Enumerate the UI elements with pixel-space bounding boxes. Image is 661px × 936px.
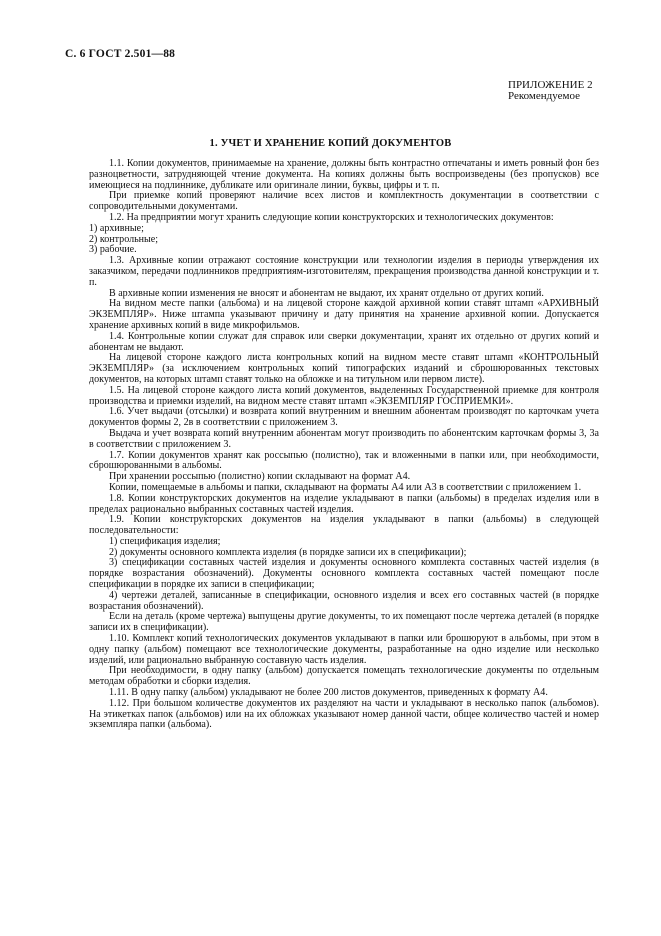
paragraph: При необходимости, в одну папку (альбом) допускается помещать технологические документы по отдельным методам обработки и сборки изделия. xyxy=(89,665,599,688)
paragraph: При приемке копий проверяют наличие всех листов и комплектность документации в соответствии с сопроводительными документами. xyxy=(89,190,599,213)
paragraph: 1.6. Учет выдачи (отсылки) и возврата копий внутренним и внешним абонентам производят по карточкам учета документов формы 2, 2в в соответствии с приложением 3. xyxy=(89,406,599,429)
document-body xyxy=(89,159,599,731)
appendix-status: Рекомендуемое xyxy=(508,90,580,102)
list-item: 2) контрольные; xyxy=(89,233,159,245)
paragraph: На лицевой стороне каждого листа контрольных копий на видном месте ставят штамп «КОНТРОЛЬНЫЙ ЭКЗЕМПЛЯР» (за исключением контрольных копий типографских изданий и сброшюрованных текстовых документов, на которых штамп ставят только на обложке и на титульном или первом листе). xyxy=(89,352,599,385)
paragraph: 1.12. При большом количестве документов их разделяют на части и укладывают в несколько папок (альбомов). На этикетках папок (альбомов) или на их обложках указывают номер данной части, общее количество частей и номер экземпляра папки (альбома). xyxy=(89,697,599,731)
paragraph: 1.4. Контрольные копии служат для справок или сверки документации, хранят их отдельно от других копий и абонентам не выдают. xyxy=(89,330,599,353)
list-item: 3) рабочие. xyxy=(89,244,137,256)
paragraph: 1.11. В одну папку (альбом) укладывают не более 200 листов документов, приведенных к формату А4. xyxy=(109,687,548,699)
paragraph: 1.10. Комплект копий технологических документов укладывают в папки или брошюруют в альбомы, при этом в одну папку (альбом) помещают все технологические документы, разработанные на одно изделие или несколько изделий, или рационально выбранную составную часть изделия. xyxy=(89,633,599,666)
paragraph: 1) спецификация изделия; xyxy=(109,535,221,547)
section-title: 1. УЧЕТ И ХРАНЕНИЕ КОПИЙ ДОКУМЕНТОВ xyxy=(209,138,452,149)
paragraph: При хранении россыпью (полистно) копии складывают на формат А4. xyxy=(109,471,411,483)
paragraph: В архивные копии изменения не вносят и абонентам не выдают, их хранят отдельно от других копий. xyxy=(109,287,544,299)
paragraph: 3) спецификации составных частей изделия и документы основного комплекта составных частей изделия (в порядке возрастания обозначений). Документы основного комплекта составных частей помещают после спецификации в порядке их записи в спецификации; xyxy=(89,557,599,591)
paragraph: 1.2. На предприятии могут хранить следующие копии конструкторских и технологических документов: xyxy=(109,211,554,223)
paragraph: 2) документы основного комплекта изделия (в порядке записи их в спецификации); xyxy=(109,546,467,558)
paragraph: 1.8. Копии конструкторских документов на изделие укладывают в папки (альбомы) в пределах изделия или в пределах рационально выбранных составных частей изделия. xyxy=(89,492,599,515)
paragraph: Копии, помещаемые в альбомы и папки, складывают на форматы А4 или А3 в соответствии с приложением 1. xyxy=(109,481,582,493)
paragraph: 1.9. Копии конструкторских документов на изделия укладывают в папки (альбомы) в следующей последовательности: xyxy=(89,514,599,537)
paragraph: 1.1. Копии документов, принимаемые на хранение, должны быть контрастно отпечатаны и иметь ровный фон без разноцветности, затрудняющей чтение документа. На копиях должны быть воспроизведены (без пропусков) все имеющиеся на подлиннике, дубликате или оригинале линии, буквы, цифры и т. п. xyxy=(89,158,599,191)
paragraph: Выдача и учет возврата копий внутренним абонентам могут производить по абонентским карточкам формы 3, 3а в соответствии с приложением 3. xyxy=(89,427,599,450)
appendix-label: ПРИЛОЖЕНИЕ 2 xyxy=(508,79,593,91)
paragraph: На видном месте папки (альбома) и на лицевой стороне каждой архивной копии ставят штамп «АРХИВНЫЙ ЭКЗЕМПЛЯР». Ниже штампа указывают причину и дату принятия на хранение архивной копии. Допускается хранение архивных копий в виде микрофильмов. xyxy=(89,298,599,331)
paragraph: 1.7. Копии документов хранят как россыпью (полистно), так и вложенными в папки или, при необходимости, сброшюрованными в альбомы. xyxy=(89,449,599,472)
paragraph: Если на деталь (кроме чертежа) выпущены другие документы, то их помещают после чертежа деталей (в порядке записи их в спецификации). xyxy=(89,611,599,634)
paragraph: 1.3. Архивные копии отражают состояние конструкции или технологии изделия в периоды утверждения их заказчиком, передачи подлинников предприятиям-изготовителям, прекращения производства данной конструкции и т. п. xyxy=(89,255,599,288)
list-item: 1) архивные; xyxy=(89,222,144,234)
page-header: С. 6 ГОСТ 2.501—88 xyxy=(65,48,176,60)
appendix-label-block xyxy=(508,80,593,102)
paragraph: 4) чертежи деталей, записанные в спецификации, основного изделия и всех его составных частей (в порядке возрастания обозначений). xyxy=(89,589,599,612)
paragraph: 1.5. На лицевой стороне каждого листа копий документов, выделенных Государственной приемке для контроля производства и приемки изделий, на видном месте ставят штамп «ЭКЗЕМПЛЯР ГОСПРИЕМКИ». xyxy=(89,384,599,407)
